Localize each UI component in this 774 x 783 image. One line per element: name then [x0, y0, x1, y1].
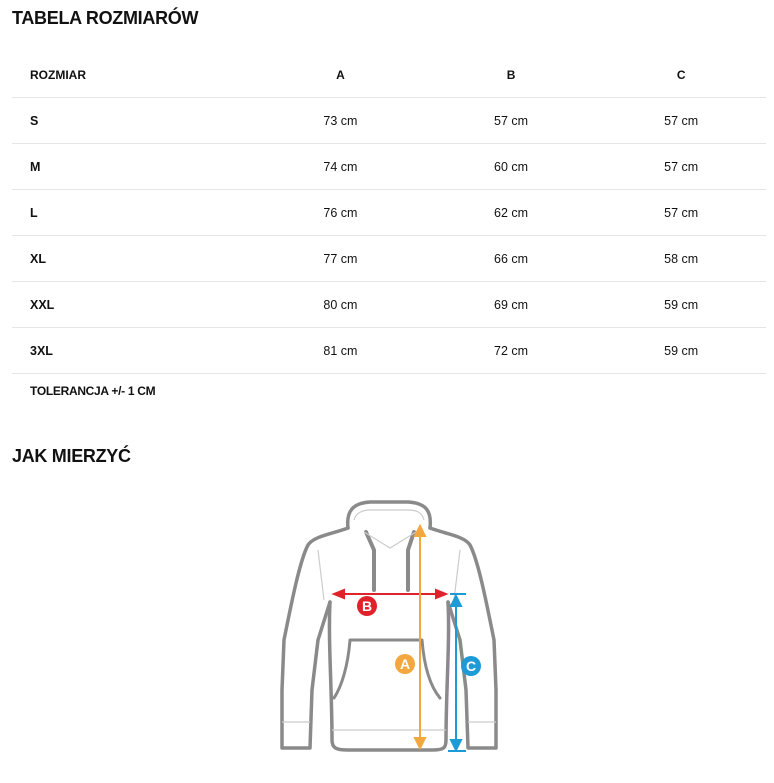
c-cell: 58 cm [596, 236, 766, 282]
table-row [12, 190, 766, 236]
b-cell: 60 cm [426, 144, 597, 190]
b-cell: 69 cm [426, 282, 597, 328]
measure-b-arrow [334, 590, 446, 598]
size-table-title: TABELA ROZMIARÓW [12, 8, 199, 28]
table-row [12, 98, 766, 144]
a-cell: 74 cm [255, 144, 426, 190]
tolerance-note: TOLERANCJA +/- 1 CM [30, 384, 156, 398]
size-cell: L [12, 190, 255, 236]
header-size: ROZMIAR [12, 52, 255, 98]
how-to-measure-title: JAK MIERZYĆ [12, 446, 131, 466]
header-b: B [426, 52, 597, 98]
svg-text:C: C [465, 658, 477, 674]
table-row [12, 144, 766, 190]
measure-a-arrow [415, 526, 425, 748]
size-cell: M [12, 144, 255, 190]
size-table [12, 52, 766, 374]
marker-b-icon [357, 596, 377, 616]
c-cell: 59 cm [596, 328, 766, 374]
a-cell: 73 cm [255, 98, 426, 144]
table-row [12, 236, 766, 282]
b-cell: 57 cm [426, 98, 597, 144]
c-cell: 57 cm [596, 144, 766, 190]
c-cell: 57 cm [596, 98, 766, 144]
header-c: C [596, 52, 766, 98]
b-cell: 66 cm [426, 236, 597, 282]
size-cell: S [12, 98, 255, 144]
table-header-row [12, 52, 766, 98]
a-cell: 80 cm [255, 282, 426, 328]
hoodie-thin-lines [282, 510, 496, 730]
b-cell: 62 cm [426, 190, 597, 236]
a-cell: 76 cm [255, 190, 426, 236]
table-row [12, 328, 766, 374]
marker-a-icon [395, 654, 415, 674]
header-a: A [255, 52, 426, 98]
b-cell: 72 cm [426, 328, 597, 374]
a-cell: 81 cm [255, 328, 426, 374]
size-cell: XL [12, 236, 255, 282]
size-cell: 3XL [12, 328, 255, 374]
hoodie-outline [282, 502, 496, 750]
size-cell: XXL [12, 282, 255, 328]
c-cell: 59 cm [596, 282, 766, 328]
svg-text:B: B [361, 598, 373, 614]
marker-c-icon [461, 656, 481, 676]
table-row [12, 282, 766, 328]
a-cell: 77 cm [255, 236, 426, 282]
svg-text:A: A [399, 656, 411, 672]
hoodie-measurement-illustration [270, 490, 510, 760]
c-cell: 57 cm [596, 190, 766, 236]
